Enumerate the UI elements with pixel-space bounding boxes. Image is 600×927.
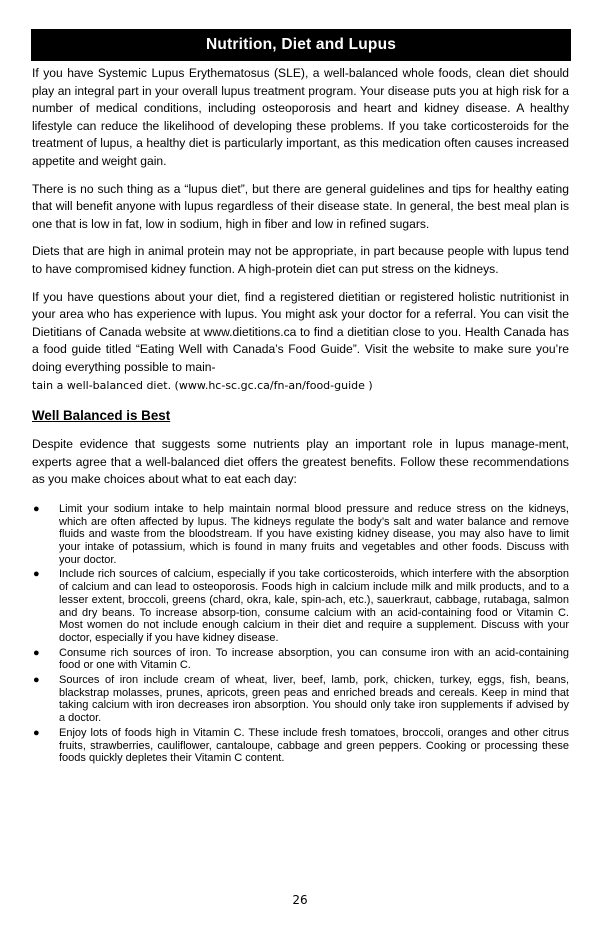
list-item-text: Include rich sources of calcium, especially if you take corticosteroids, which interfere with the absorption of calcium and can lead to osteoporosis. Foods high in calcium include milk and milk products, and to a lesser extent, broccoli, greens (chard, okra, kale, spin-ach, etc.), sauerkraut, cabbage, rutabaga, salmon and dry beans. To increase absorp-tion, consume calcium with an acid-containing food or Vitamin C. Most women do not include enough calcium in their diet and require a supplement. Discuss with your doctor, especially if you have kidney disease. xyxy=(59,568,569,644)
list-item-text: Limit your sodium intake to help maintain normal blood pressure and reduce stress on the kidneys, which are often affected by lupus. The kidneys regulate the body’s salt and water balance and remove fluids and waste from the bloodstream. If you have existing kidney disease, you may also have to limit your intake of potassium, which is found in many fruits and vegetables and other foods. Discuss with your doctor. xyxy=(59,502,569,566)
intro-paragraph-2: There is no such thing as a “lupus diet”, but there are general guidelines and tips for healthy eating that will benefit anyone with lupus regardless of their disease state. In general, the best meal plan is one that is low in fat, low in sodium, high in fiber and low in refined sugars. xyxy=(32,181,569,231)
intro-paragraph-4: If you have questions about your diet, find a registered dietitian or registered holistic nutritionist in your area who has experience with lupus. You might ask your doctor for a referral. You can visit the Dietitians of Canada website at www.dietitions.ca to find a dietitian close to you. Health Canada has a food guide titled “Eating Well with Canada’s Food Guide”. Visit the website to make sure you’re doing everything possible to main- xyxy=(32,289,569,374)
bullet-icon: ● xyxy=(33,674,40,687)
section-heading: Well Balanced is Best xyxy=(32,408,171,424)
bullet-icon: ● xyxy=(33,568,40,581)
list-item xyxy=(32,674,569,725)
list-item xyxy=(32,503,569,567)
list-item-text: Enjoy lots of foods high in Vitamin C. These include fresh tomatoes, broccoli, oranges and other citrus fruits, strawberries, cauliflower, cantaloupe, cabbage and green peppers. Cooking or processing these foods quickly depletes their Vitamin C content. xyxy=(59,726,569,765)
bullet-icon: ● xyxy=(33,646,40,659)
list-item xyxy=(32,647,569,672)
intro-section xyxy=(32,65,569,394)
intro-paragraph-3: Diets that are high in animal protein may not be appropriate, in part because people with lupus tend to have compromised kidney function. A high-protein diet can put stress on the kidneys. xyxy=(32,244,569,276)
page-number: 26 xyxy=(292,893,308,907)
bullet-icon: ● xyxy=(33,726,40,739)
bullet-icon: ● xyxy=(33,502,40,515)
page-content xyxy=(32,65,569,767)
list-item xyxy=(32,568,569,644)
list-item-text: Consume rich sources of iron. To increase absorption, you can consume iron with an acid-containing food or one with Vitamin C. xyxy=(59,646,569,672)
intro-paragraph-1: If you have Systemic Lupus Erythematosus (SLE), a well-balanced whole foods, clean diet should play an integral part in your overall lupus treatment program. Your disease puts you at high risk for a number of medical conditions, including osteoporosis and heart and kidney disease. A healthy lifestyle can reduce the likelihood of developing these problems. If you take corticosteroids for the treatment of lupus, a healthy diet is particularly important, as this medication often causes increased appetite and weight gain. xyxy=(32,66,569,168)
recommendations-list xyxy=(32,503,569,765)
page-title-bar xyxy=(31,29,571,61)
intro-paragraph-4-tail: tain a well-balanced diet. (www.hc-sc.gc.ca/fn-an/food-guide ) xyxy=(32,378,373,392)
list-item-text: Sources of iron include cream of wheat, liver, beef, lamb, pork, chicken, turkey, eggs, fish, beans, blackstrap molasses, prunes, apricots, green peas and enriched breads and cereals. Keep in mind that taking calcium with iron decreases iron absorption. You should only take iron supplements if advised by a doctor. xyxy=(59,674,569,725)
list-item xyxy=(32,727,569,765)
section-lead-paragraph: Despite evidence that suggests some nutrients play an important role in lupus manage-ment, experts agree that a well-balanced diet offers the greatest benefits. Follow these recommendations as you make choices about what to eat each day: xyxy=(32,437,569,487)
page-title: Nutrition, Diet and Lupus xyxy=(205,36,397,53)
